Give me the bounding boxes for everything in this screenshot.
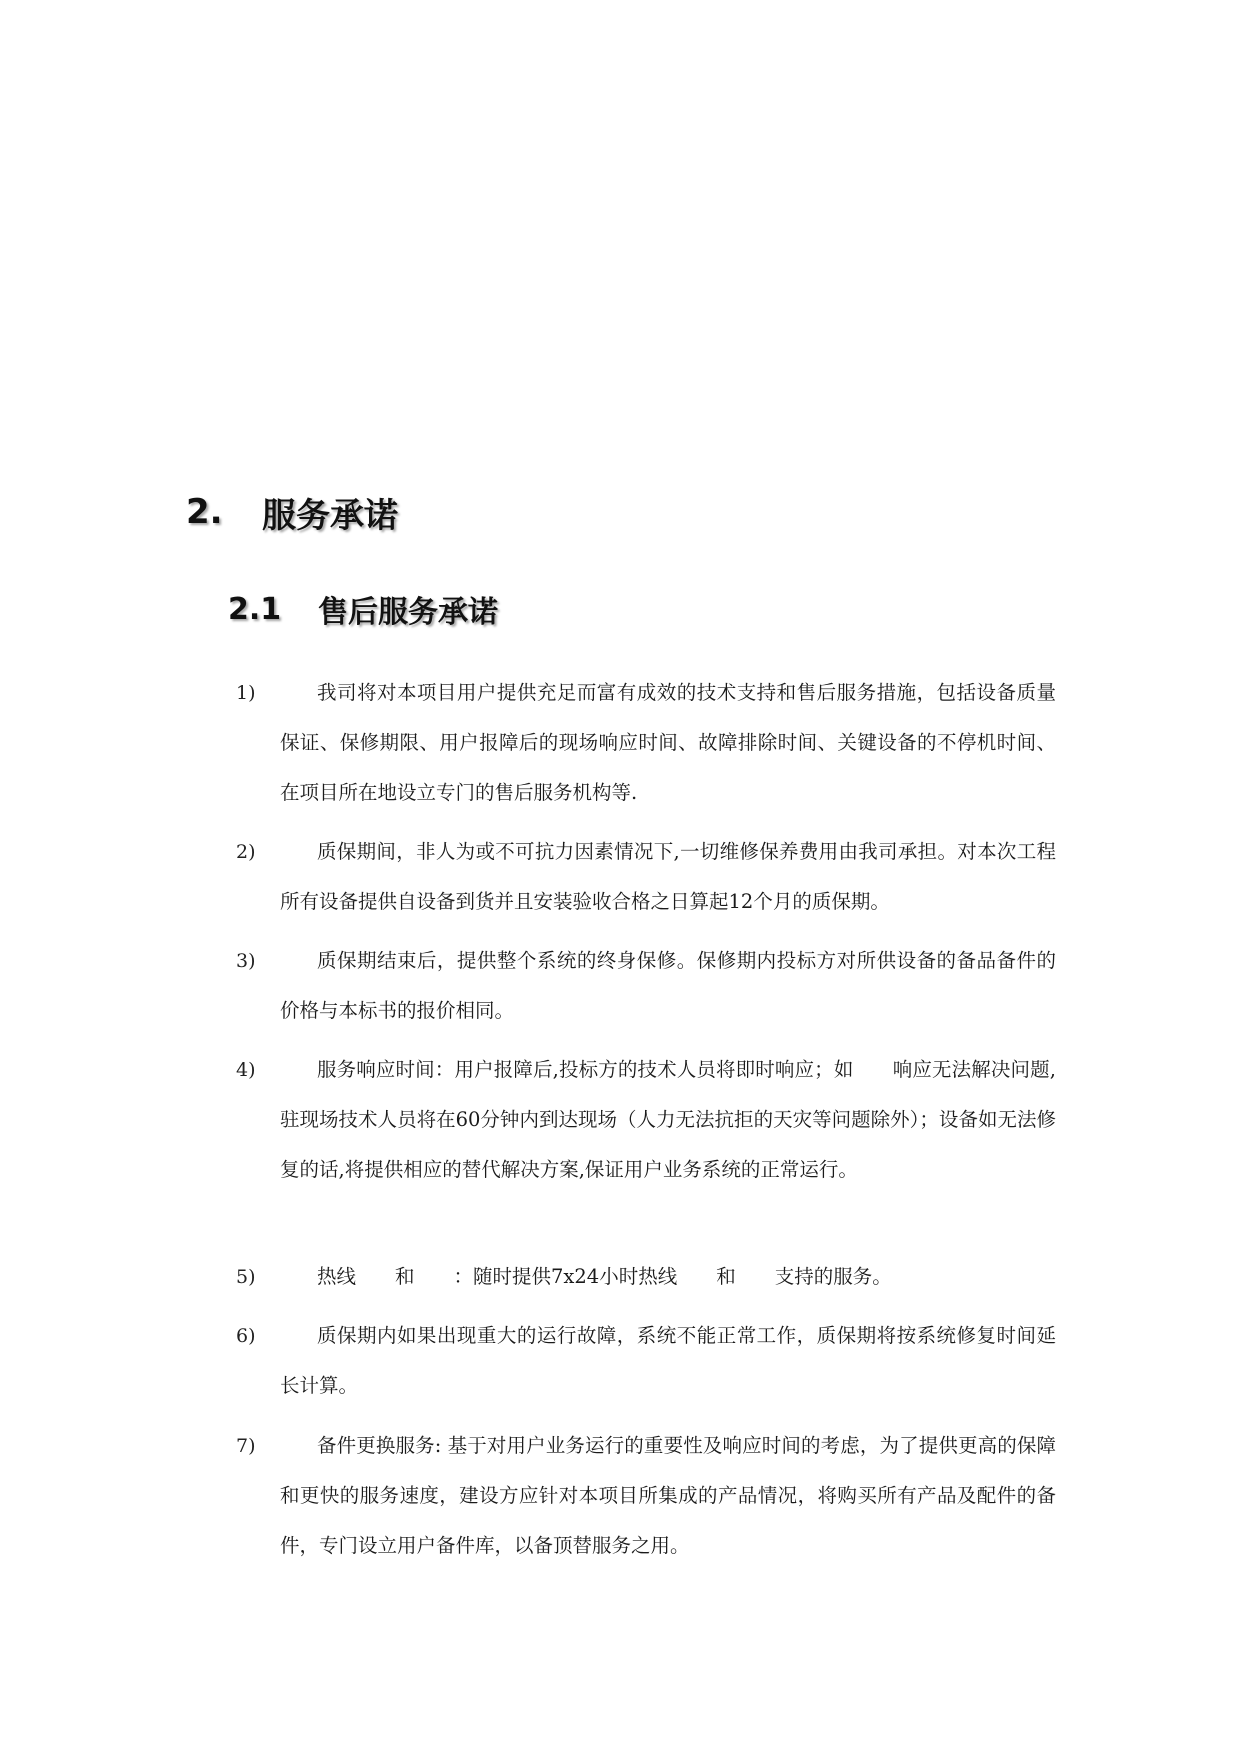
list-item-text: 质保期结束后，提供整个系统的终身保修。保修期内投标方对所供设备的备品备件的价格与本标书的报价相同。 xyxy=(280,949,1056,1022)
list-item-text: 备件更换服务: 基于对用户业务运行的重要性及响应时间的考虑，为了提供更高的保障和更快的服务速度，建设方应针对本项目所集成的产品情况，将购买所有产品及配件的备件，专门设立用户备件库，以备顶替服务之用。 xyxy=(280,1434,1056,1557)
section-heading xyxy=(186,488,398,536)
section-number: 2. xyxy=(186,492,223,532)
list-item-marker: 3) xyxy=(236,950,256,972)
list-item-text: 质保期内如果出现重大的运行故障，系统不能正常工作，质保期将按系统修复时间延长计算。 xyxy=(280,1324,1056,1397)
list-item-marker: 2) xyxy=(236,841,256,863)
subsection-title: 售后服务承诺 xyxy=(318,595,498,630)
list-item-marker: 7) xyxy=(236,1435,256,1457)
list-item-marker: 6) xyxy=(236,1325,256,1347)
subsection-number: 2.1 xyxy=(228,591,282,627)
section-title: 服务承诺 xyxy=(262,495,398,536)
list-item-text: 质保期间，非人为或不可抗力因素情况下,一切维修保养费用由我司承担。对本次工程所有设备提供自设备到货并且安装验收合格之日算起12个月的质保期。 xyxy=(280,840,1056,913)
list-item-marker: 1) xyxy=(236,682,256,704)
list-item-text: 热线 和 ：随时提供7x24小时热线 和 支持的服务。 xyxy=(317,1265,892,1288)
subsection-heading xyxy=(228,587,498,631)
list-item-marker: 4) xyxy=(236,1059,256,1081)
list-item-text: 我司将对本项目用户提供充足而富有成效的技术支持和售后服务措施，包括设备质量保证、保修期限、用户报障后的现场响应时间、故障排除时间、关键设备的不停机时间、在项目所在地设立专门的售后服务机构等. xyxy=(280,681,1056,804)
list-item-text: 服务响应时间：用户报障后,投标方的技术人员将即时响应；如 响应无法解决问题,驻现场技术人员将在60分钟内到达现场（人力无法抗拒的天灾等问题除外）；设备如无法修复的话,将提供相应的替代解决方案,保证用户业务系统的正常运行。 xyxy=(280,1058,1056,1181)
list-item-marker: 5) xyxy=(236,1266,256,1288)
